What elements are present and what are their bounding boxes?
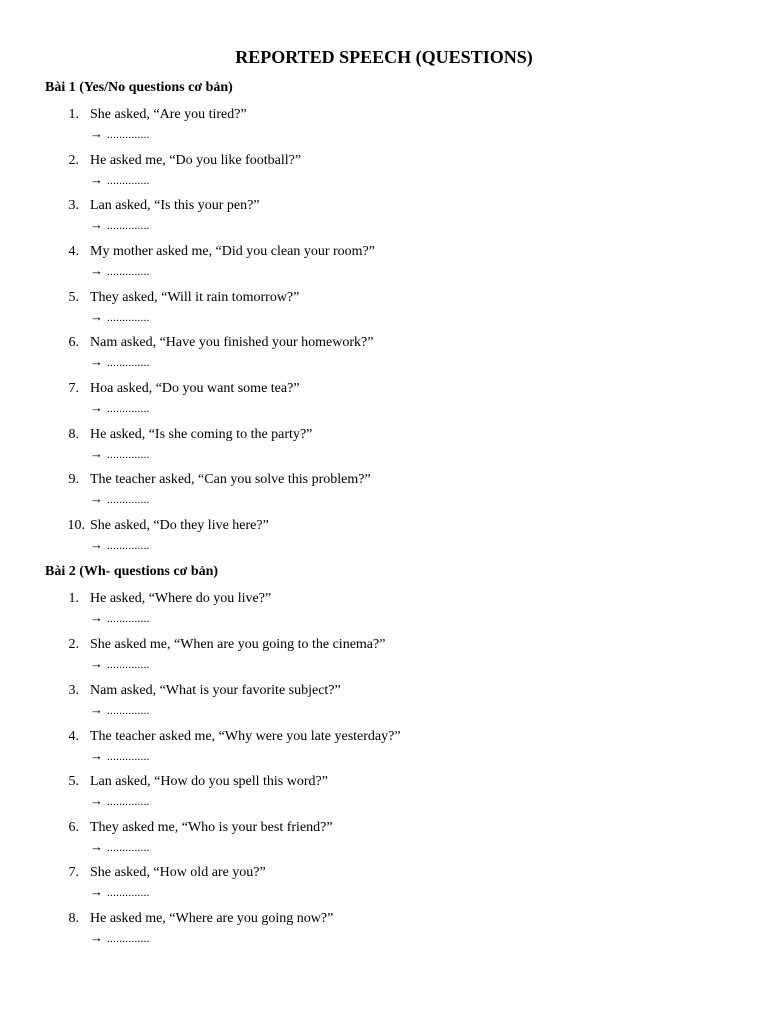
arrow-icon: → <box>90 263 103 278</box>
question-text: My mother asked me, “Did you clean your room?” <box>90 244 375 259</box>
arrow-icon: → <box>90 354 103 369</box>
item-number: 3. <box>68 683 79 698</box>
item-number: 8. <box>68 427 79 442</box>
answer-line[interactable] <box>90 490 150 509</box>
answer-line[interactable] <box>90 929 150 948</box>
answer-blank: .............. <box>107 312 150 324</box>
answer-blank: .............. <box>107 705 150 717</box>
answer-blank: .............. <box>107 659 150 671</box>
item-number: 7. <box>68 381 79 396</box>
item-number: 5. <box>68 774 79 789</box>
arrow-icon: → <box>90 446 103 461</box>
answer-line[interactable] <box>90 216 150 235</box>
answer-line[interactable] <box>90 445 150 464</box>
question-text: The teacher asked, “Can you solve this problem?” <box>90 472 371 487</box>
item-number: 10. <box>67 518 85 533</box>
answer-blank: .............. <box>107 494 150 506</box>
answer-line[interactable] <box>90 883 150 902</box>
answer-line[interactable] <box>90 838 150 857</box>
answer-line[interactable] <box>90 262 150 281</box>
answer-line[interactable] <box>90 399 150 418</box>
arrow-icon: → <box>90 400 103 415</box>
answer-blank: .............. <box>107 933 150 945</box>
question-text: He asked me, “Do you like football?” <box>90 153 302 168</box>
answer-line[interactable] <box>90 353 150 372</box>
arrow-icon: → <box>90 309 103 324</box>
arrow-icon: → <box>90 126 103 141</box>
item-number: 2. <box>68 637 79 652</box>
answer-blank: .............. <box>107 403 150 415</box>
answer-blank: .............. <box>107 357 150 369</box>
page-title: REPORTED SPEECH (QUESTIONS) <box>235 47 533 67</box>
question-text: Nam asked, “What is your favorite subject?” <box>90 683 341 698</box>
answer-blank: .............. <box>107 449 150 461</box>
question-text: She asked me, “When are you going to the cinema?” <box>90 637 386 652</box>
arrow-icon: → <box>90 656 103 671</box>
question-text: They asked, “Will it rain tomorrow?” <box>90 290 300 305</box>
item-number: 1. <box>68 107 79 122</box>
answer-blank: .............. <box>107 129 150 141</box>
item-number: 6. <box>68 820 79 835</box>
answer-line[interactable] <box>90 308 150 327</box>
arrow-icon: → <box>90 610 103 625</box>
arrow-icon: → <box>90 217 103 232</box>
arrow-icon: → <box>90 702 103 717</box>
question-text: He asked me, “Where are you going now?” <box>90 911 334 926</box>
answer-blank: .............. <box>107 796 150 808</box>
answer-blank: .............. <box>107 887 150 899</box>
item-number: 4. <box>68 244 79 259</box>
answer-line[interactable] <box>90 792 150 811</box>
section-heading-bai-1: Bài 1 (Yes/No questions cơ bản) <box>45 80 233 95</box>
answer-line[interactable] <box>90 171 150 190</box>
answer-blank: .............. <box>107 175 150 187</box>
item-number: 9. <box>68 472 79 487</box>
arrow-icon: → <box>90 884 103 899</box>
question-text: She asked, “Do they live here?” <box>90 518 269 533</box>
item-number: 8. <box>68 911 79 926</box>
answer-line[interactable] <box>90 655 150 674</box>
answer-blank: .............. <box>107 842 150 854</box>
item-number: 2. <box>68 153 79 168</box>
answer-blank: .............. <box>107 751 150 763</box>
item-number: 4. <box>68 729 79 744</box>
arrow-icon: → <box>90 748 103 763</box>
item-number: 6. <box>68 335 79 350</box>
question-text: He asked, “Where do you live?” <box>90 591 272 606</box>
arrow-icon: → <box>90 491 103 506</box>
item-number: 3. <box>68 198 79 213</box>
question-text: She asked, “Are you tired?” <box>90 107 247 122</box>
arrow-icon: → <box>90 537 103 552</box>
item-number: 5. <box>68 290 79 305</box>
answer-blank: .............. <box>107 220 150 232</box>
question-text: She asked, “How old are you?” <box>90 865 266 880</box>
question-text: They asked me, “Who is your best friend?” <box>90 820 333 835</box>
question-text: The teacher asked me, “Why were you late yesterday?” <box>90 729 401 744</box>
arrow-icon: → <box>90 793 103 808</box>
answer-blank: .............. <box>107 613 150 625</box>
question-text: Lan asked, “How do you spell this word?” <box>90 774 328 789</box>
item-number: 1. <box>68 591 79 606</box>
section-heading-bai-2: Bài 2 (Wh- questions cơ bản) <box>45 564 219 579</box>
arrow-icon: → <box>90 930 103 945</box>
answer-line[interactable] <box>90 747 150 766</box>
answer-line[interactable] <box>90 536 150 555</box>
answer-line[interactable] <box>90 609 150 628</box>
answer-line[interactable] <box>90 701 150 720</box>
answer-blank: .............. <box>107 540 150 552</box>
answer-line[interactable] <box>90 125 150 144</box>
answer-blank: .............. <box>107 266 150 278</box>
question-text: Hoa asked, “Do you want some tea?” <box>90 381 300 396</box>
item-number: 7. <box>68 865 79 880</box>
arrow-icon: → <box>90 839 103 854</box>
arrow-icon: → <box>90 172 103 187</box>
question-text: Lan asked, “Is this your pen?” <box>90 198 260 213</box>
question-text: Nam asked, “Have you finished your homework?” <box>90 335 374 350</box>
question-text: He asked, “Is she coming to the party?” <box>90 427 313 442</box>
